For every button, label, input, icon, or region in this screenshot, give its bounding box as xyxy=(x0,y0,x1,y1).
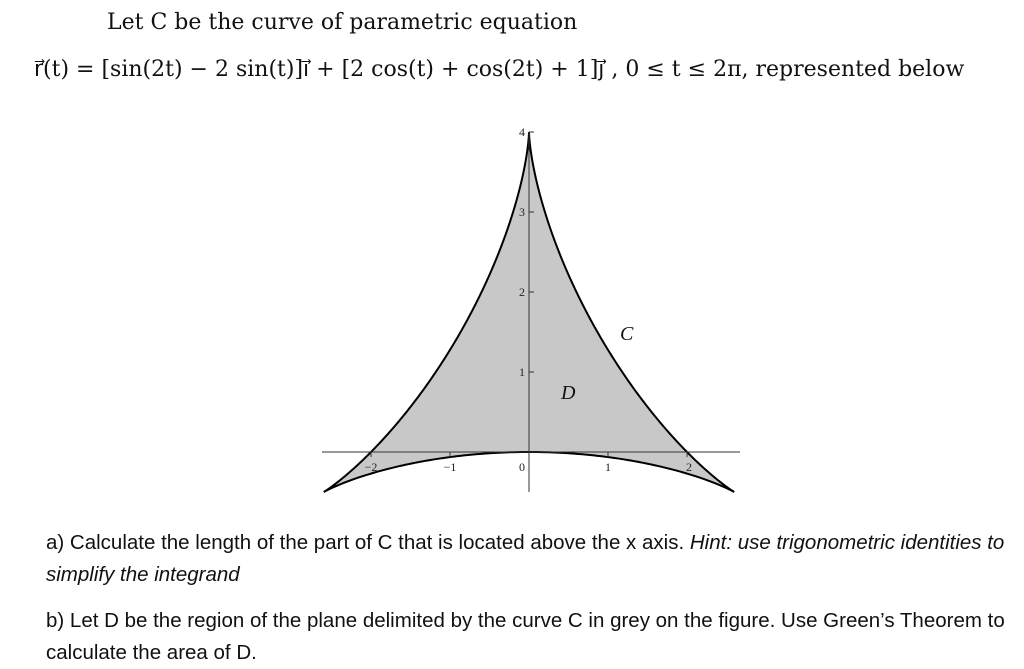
parametric-equation: r⃗(t) = [sin(2t) − 2 sin(t)]i⃗ + [2 cos(t) + cos(2t) + 1]j⃗ , 0 ≤ t ≤ 2π, represented below xyxy=(34,57,965,82)
curve-label-c: C xyxy=(620,323,634,345)
problem-intro: Let C be the curve of parametric equation xyxy=(107,10,578,35)
question-a-text: a) Calculate the length of the part of C that is located above the x axis. xyxy=(46,531,685,554)
y-tick-label: 1 xyxy=(519,365,525,379)
y-tick-label: 4 xyxy=(519,125,525,139)
x-tick-label: 2 xyxy=(686,460,692,474)
question-a xyxy=(46,527,1011,591)
x-tick-label: −2 xyxy=(364,460,378,474)
region-label-d: D xyxy=(561,382,576,404)
question-b: b) Let D be the region of the plane delimited by the curve C in grey on the figure. Use Green’s Theorem to calculate the area of D. xyxy=(46,609,1005,664)
x-tick-label: 1 xyxy=(605,460,611,474)
x-tick-label: −1 xyxy=(443,460,457,474)
y-tick-label: 3 xyxy=(519,205,525,219)
y-tick-label: 2 xyxy=(519,285,525,299)
question-a-hint: Hint: use trigonometric identities to simplify the integrand xyxy=(46,531,1005,586)
x-tick-label: 0 xyxy=(519,460,525,474)
